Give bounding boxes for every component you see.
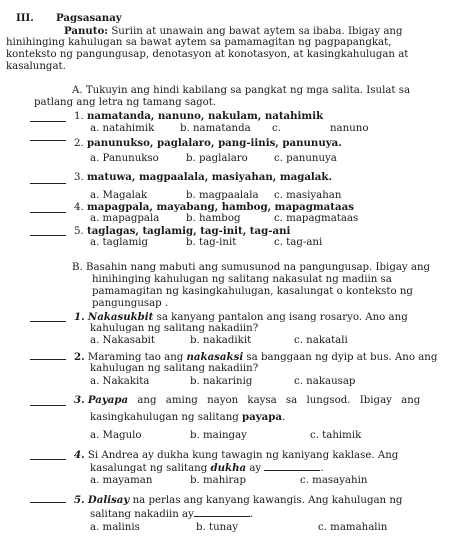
choice-a: a. Magalak [90, 190, 148, 201]
choice-a: a. Nakakita [90, 376, 150, 387]
choice-a: a. natahimik [90, 123, 155, 134]
key-word: nakasaksi [186, 351, 244, 363]
item-number: 1. [74, 111, 84, 122]
choice-b: b. namatanda [180, 123, 251, 134]
instructions-label: Panuto: [64, 25, 109, 37]
part-a-directions-2: patlang ang letra ng tamang sagot. [34, 97, 217, 108]
answer-blank-b2[interactable] [30, 359, 66, 360]
question-text-end: . [282, 412, 286, 423]
instructions-line-4: kasalungat. [6, 61, 66, 72]
choice-c: c. masiyahan [274, 190, 342, 201]
part-b-directions-1: B. Basahin nang mabuti ang sumusunod na pangungusap. Ibigay ang [72, 262, 431, 273]
word-group: taglagas, taglamig, tag-init, tag-ani [86, 225, 291, 237]
part-a-item-1 [74, 110, 323, 123]
choice-b: b. magpaalala [186, 190, 259, 201]
question-text: kahulugan ng salitang nakadiin? [90, 323, 259, 334]
choice-b: b. hambog [186, 213, 241, 224]
choice-a: a. taglamig [90, 237, 149, 248]
inline-answer-blank[interactable] [194, 507, 250, 517]
choice-a: a. Panunukso [90, 153, 159, 164]
instructions-line-3: konteksto ng pangungusap, denotasyon at konotasyon, at kasingkahulugan at [6, 49, 409, 60]
word-group: panunukso, paglalaro, pang-iinis, panunuya. [86, 137, 342, 149]
item-number: 1. [74, 311, 85, 323]
inline-answer-blank[interactable] [264, 461, 320, 471]
sentence-text: ang aming nayon kaysa sa lungsod. Ibigay ang [128, 395, 421, 406]
section-number: III. [16, 12, 34, 24]
choice-a: a. malinis [90, 522, 140, 533]
choice-c: c. nakatali [294, 335, 348, 346]
choice-b: b. tag-init [186, 237, 237, 248]
word-group: matuwa, magpaalala, masiyahan, magalak. [86, 171, 333, 183]
choice-c: c. tag-ani [274, 237, 323, 248]
answer-blank-a2[interactable] [30, 140, 66, 141]
part-b-item-3 [74, 394, 420, 407]
choice-b: b. tunay [196, 522, 239, 533]
choice-c: c. mapagmataas [274, 213, 359, 224]
item-number: 4. [74, 449, 85, 461]
item-number: 3. [74, 172, 84, 183]
key-word: dukha [210, 462, 247, 474]
choice-c: c. [272, 123, 281, 134]
question-text: salitang nakadiin ay . [90, 509, 254, 520]
question-text: kasalungat ng salitang dukha ay . [90, 462, 324, 474]
question-text-start: kasalungat ng salitang [90, 463, 211, 474]
choice-a: a. Magulo [90, 430, 142, 441]
choice-c-text: nanuno [330, 123, 369, 134]
part-b-item-5 [74, 494, 402, 507]
question-text: kahulugan ng salitang nakadiin? [90, 363, 259, 374]
answer-blank-b5[interactable] [30, 502, 66, 503]
choice-b: b. maingay [190, 430, 247, 441]
item-number: 2. [74, 351, 85, 363]
word-group: mapagpala, mayabang, hambog, mapagmataas [86, 201, 354, 213]
choice-a: a. mayaman [90, 475, 153, 486]
item-number: 5. [74, 494, 85, 506]
part-b-directions-2: hinihinging kahulugan ng salitang nakasulat ng madiin sa [92, 274, 392, 285]
part-b-directions-4: pangungusap . [92, 298, 169, 309]
question-text [90, 411, 285, 424]
answer-blank-a3[interactable] [30, 183, 66, 184]
key-word: Dalisay [87, 494, 130, 506]
choice-c: c. panunuya [274, 153, 337, 164]
answer-blank-a1[interactable] [30, 121, 66, 122]
answer-blank-a4[interactable] [30, 212, 66, 213]
sentence-text: Maraming tao ang [87, 352, 187, 363]
item-number: 5. [74, 226, 84, 237]
choice-b: b. nakadikit [190, 335, 252, 346]
choice-b: b. nakarinig [190, 376, 253, 387]
answer-blank-a5[interactable] [30, 235, 66, 236]
item-number: 3. [74, 394, 85, 406]
question-text-start: kasingkahulugan ng salitang [90, 412, 243, 423]
question-text-end: ay [246, 463, 262, 474]
key-word: payapa [242, 411, 283, 423]
part-a-item-3 [74, 171, 332, 184]
sentence-text: na perlas ang kanyang kawangis. Ang kahulugan ng [129, 495, 403, 506]
part-b-directions-3: pamamagitan ng kasingkahulugan, kasalungat o konteksto ng [92, 286, 413, 297]
answer-blank-b1[interactable] [30, 321, 66, 322]
part-a-item-2 [74, 137, 342, 150]
sentence-text: sa kanyang pantalon ang isang rosaryo. Ano ang [153, 312, 408, 323]
instructions-line-2: hinihinging kahulugan sa bawat aytem sa pamamagitan ng pagpapangkat, [6, 37, 392, 48]
instructions-text-1: Suriin at unawain ang bawat aytem sa ibaba. Ibigay ang [111, 26, 403, 37]
part-a-directions-1: A. Tukuyin ang hindi kabilang sa pangkat ng mga salita. Isulat sa [72, 85, 411, 96]
word-group: namatanda, nanuno, nakulam, natahimik [86, 110, 324, 122]
choice-c: c. tahimik [310, 430, 362, 441]
item-number: 2. [74, 138, 84, 149]
choice-c: c. mamahalin [318, 522, 388, 533]
choice-a: a. mapagpala [90, 213, 160, 224]
choice-c: c. nakausap [294, 376, 356, 387]
choice-c: c. masayahin [300, 475, 368, 486]
question-text-start: salitang nakadiin ay [90, 509, 194, 520]
key-word: Nakasukbit [87, 311, 154, 323]
choice-a: a. Nakasabit [90, 335, 155, 346]
choice-b: b. paglalaro [186, 153, 248, 164]
section-title: Pagsasanay [56, 12, 122, 24]
sentence-text: sa banggaan ng dyip at bus. Ano ang [243, 352, 438, 363]
key-word: Payapa [87, 394, 129, 406]
answer-blank-b4[interactable] [30, 459, 66, 460]
choice-b: b. mahirap [190, 475, 247, 486]
sentence-text: Si Andrea ay dukha kung tawagin ng kaniyang kaklase. Ang [87, 450, 399, 461]
item-number: 4. [74, 202, 84, 213]
answer-blank-b3[interactable] [30, 405, 66, 406]
